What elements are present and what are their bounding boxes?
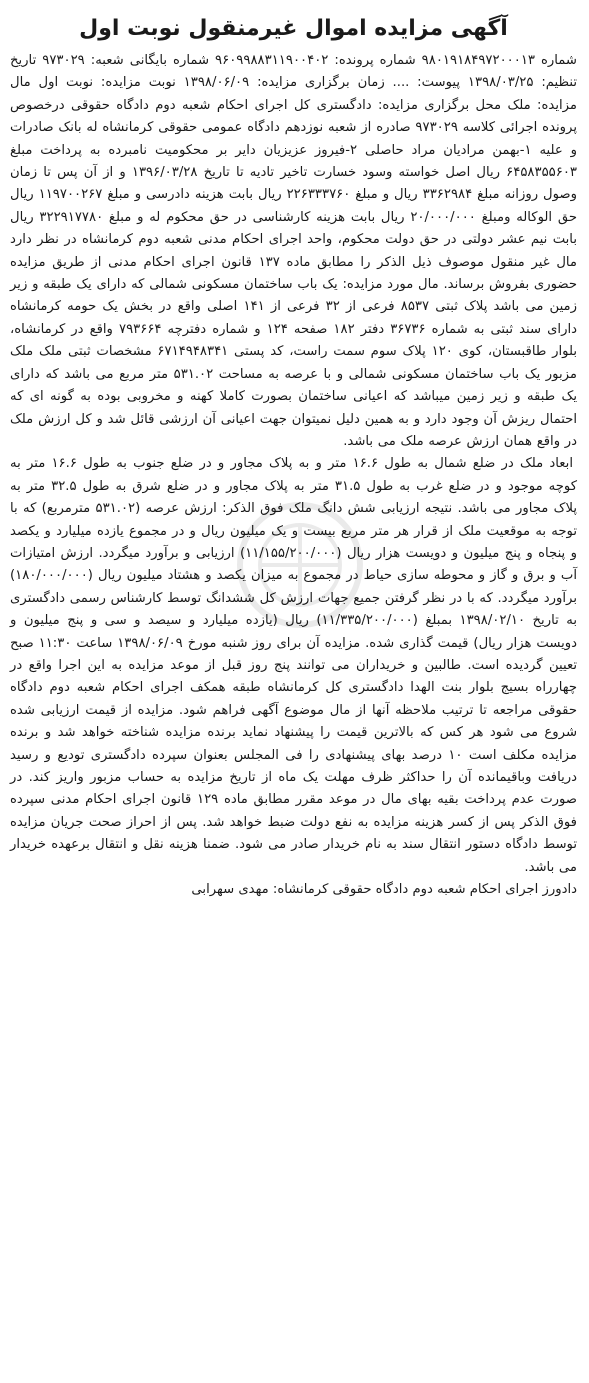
notice-paragraph-2: ابعاد ملک در ضلع شمال به طول ۱۶.۶ متر و به پلاک مجاور و در ضلع جنوب به طول ۱۶.۶ متر به کوچه موجود و در ضلع غرب به طول ۳۱.۵ متر به پلاک مجاور و در ضلع شرق به طول ۳۲.۵ متر به پلاک مجاور می باشد. نتیجه ارزیابی شش دانگ ملک فوق الذکر: ارزش عرصه (۵۳۱.۰۲ مترمربع) که با توجه به موقعیت ملک از قرار هر متر مربع بیست و یک میلیون ریال و در مجموع یازده میلیارد و یکصد و پنجاه و پنج میلیون و دویست هزار ریال (۱۱/۱۵۵/۲۰۰/۰۰۰) ارزیابی و برآورد میگردد. ارزش امتیازات آب و برق و گاز و محوطه سازی حیاط در مجموع به میزان یکصد و هشتاد میلیون ریال (۱۸۰/۰۰۰/۰۰۰) برآورد میگردد. که با در نظر گرفتن جمیع جهات ارزش کل ششدانگ توسط کارشناس رسمی دادگستری به تاریخ ۱۳۹۸/۰۲/۱۰ بمبلغ (۱۱/۳۳۵/۲۰۰/۰۰۰) ریال (یازده میلیارد و سیصد و سی و پنج میلیون و دویست هزار ریال) قیمت گذاری شده. مزایده آن برای روز شنبه مورخ ۱۳۹۸/۰۶/۰۹ ساعت ۱۱:۳۰ صبح تعیین گردیده است. طالبین و خریداران می توانند پنج روز قبل از موعد مزایده به این اجرا واقع در چهارراه بسیج بلوار بنت الهدا دادگستری کل کرمانشاه طبقه همکف اجرای احکام شعبه دوم دادگاه حقوقی مراجعه تا ترتیب ملاحظه آنها از مال موضوع آگهی فراهم شود. مزایده از قیمت ارزیابی شده شروع می شود هر کس که بالاترین قیمت را پیشنهاد نماید برنده مزایده شناخته خواهد شد و برنده مزایده مکلف است ۱۰ درصد بهای پیشنهادی را فی المجلس بعنوان سپرده دادگستری تودیع و رسید دریافت وباقیمانده آن را حداکثر ظرف مهلت یک ماه از تاریخ مزایده به حساب مزبور واریز کند. در صورت عدم پرداخت بقیه بهای مال در موعد مقرر مطابق ماده ۱۲۹ قانون اجرای احکام مدنی سپرده فوق الذکر پس از کسر هزینه مزایده به نفع دولت ضبط خواهد شد. پس از احراز صحت جریان مزایده توسط دادگاه دستور انتقال سند به نام خریدار صادر می شود. ضمنا هزینه نقل و انتقال برعهده خریدار می باشد. <box>10 456 578 875</box>
notice-signature: دادورز اجرای احکام شعبه دوم دادگاه حقوقی کرمانشاه: مهدی سهرابی <box>191 882 577 898</box>
notice-paragraph-1: شماره ۹۸۰۱۹۱۸۴۹۷۲۰۰۰۱۳ شماره پرونده: ۹۶۰۹۹۸۸۳۱۱۹۰۰۴۰۲ شماره بایگانی شعبه: ۹۷۳۰۲۹ تاریخ تنظیم: ۱۳۹۸/۰۳/۲۵ پیوست: .... زمان برگزاری مزایده: ۱۳۹۸/۰۶/۰۹ نوبت مزایده: نوبت اول مال مزایده: ملک محل برگزاری مزایده: دادگستری کل اجرای احکام شعبه دوم دادگاه حقوقی درخصوص پرونده اجرائی کلاسه ۹۷۳۰۲۹ صادره از شعبه نوزدهم دادگاه عمومی حقوقی کرمانشاه له بانک صادرات و علیه ۱-بهمن مرادیان مراد حاصلی ۲-فیروز عزیزیان دایر بر محکومیت نامبرده به پرداخت مبلغ ۶۴۵۸۳۵۵۶۰۳ ریال اصل خواسته وسود خسارت تاخیر تادیه تا تاریخ ۱۳۹۶/۰۳/۲۸ و از آن پس تا زمان وصول روزانه مبلغ ۳۳۶۲۹۸۴ ریال و مبلغ ۲۲۶۳۳۳۷۶۰ ریال بابت هزینه دادرسی و مبلغ ۱۱۹۷۰۰۲۶۷ ریال حق الوکاله ومبلغ ۲۰/۰۰۰/۰۰۰ ریال بابت هزینه کارشناسی در حق محکوم له و مبلغ ۳۲۲۹۱۷۷۸۰ ریال بابت نیم عشر دولتی در حق دولت محکوم، واحد اجرای احکام مدنی شعبه دوم کرمانشاه در نظر دارد مال غیر منقول موصوف ذیل الذکر را مطابق ماده ۱۳۷ قانون اجرای احکام مدنی از طریق مزایده حضوری بفروش برساند. مال مورد مزایده: یک باب ساختمان مسکونی شمالی که دارای یک طبقه و زیر زمین می باشد پلاک ثبتی ۸۵۳۷ فرعی از ۳۲ فرعی از ۱۴۱ اصلی واقع در بخش یک حومه کرمانشاه دارای سند ثبتی به شماره ۳۶۷۳۶ دفتر ۱۸۲ صفحه ۱۲۴ و شماره دفترچه ۷۹۳۶۶۴ واقع در کرمانشاه، بلوار طاقبستان، کوی ۱۲۰ پلاک سوم سمت راست، کد پستی ۶۷۱۴۹۴۸۳۴۱ مشخصات ثبتی ملک ملک مزبور یک باب ساختمان مسکونی شمالی و با عرصه به مساحت ۵۳۱.۰۲ متر مربع می باشد که دارای یک طبقه و زیر زمین میباشد که اعیانی ساختمان بصورت کاملا کهنه و مخروبی بوده به گونه ای که احتمال ریزش آن وجود دارد و به همین دلیل نمیتوان جهت اعیانی آن ارزشی قائل شد و کل ارزش ملک در واقع همان ارزش عرصه ملک می باشد. <box>10 53 577 449</box>
notice-title: آگهی مزایده اموال غیرمنقول نوبت اول <box>79 16 508 41</box>
